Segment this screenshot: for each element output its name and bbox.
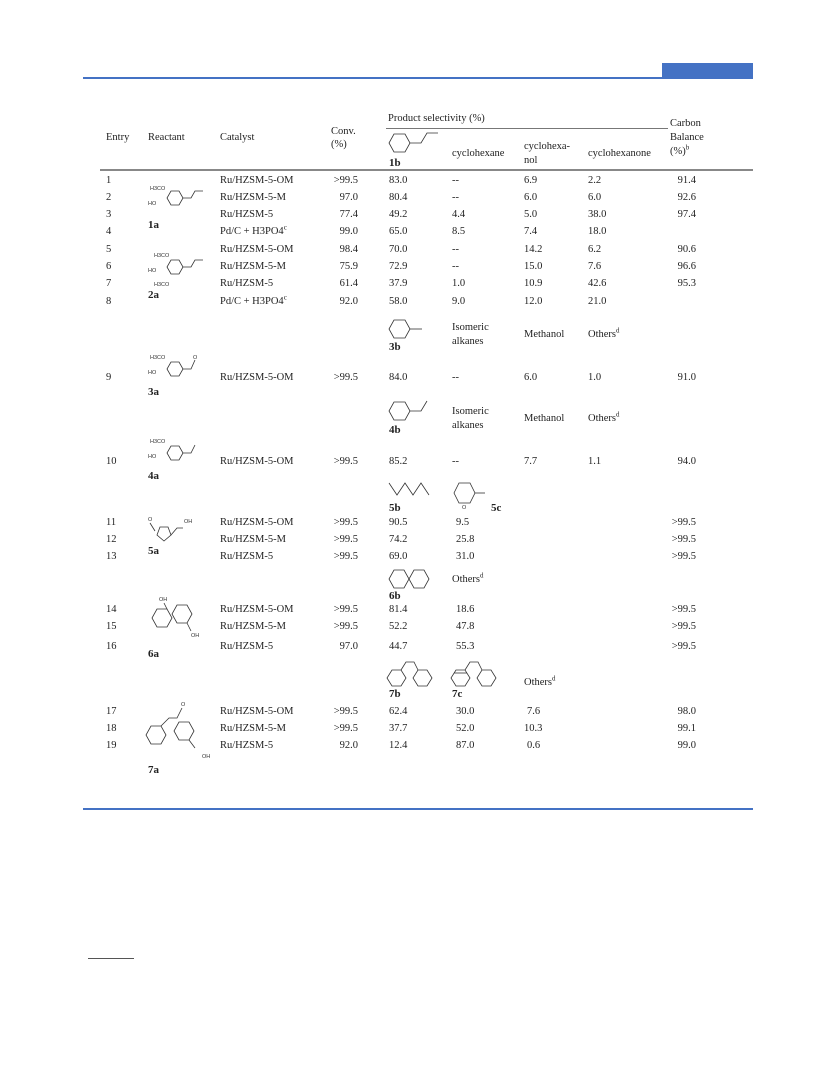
cell-s2: 87.0	[456, 740, 475, 751]
cell-catalyst: Ru/HZSM-5-OM	[220, 517, 294, 528]
cell-conv: >99.5	[333, 723, 358, 734]
cell-s2: --	[452, 456, 459, 467]
cell-s1: 37.9	[389, 278, 408, 289]
cell-s4: 18.0	[588, 226, 607, 237]
cell-s2: --	[452, 261, 459, 272]
cell-catalyst: Ru/HZSM-5-M	[220, 261, 286, 272]
cell-s2: 30.0	[456, 706, 475, 717]
cell-s1: 83.0	[389, 175, 408, 186]
cell-s2: 31.0	[456, 551, 475, 562]
g4-methanol: Methanol	[524, 413, 565, 424]
cell-conv: 61.4	[339, 278, 358, 289]
cell-s1: 12.4	[389, 740, 408, 751]
g4-others: Others$^d$	[588, 410, 620, 424]
product-label-5b: 5b	[389, 502, 401, 514]
reactant-label-6a: 6a	[148, 648, 159, 660]
catalyst-footnote-marker: c	[283, 293, 287, 302]
header-product-selectivity: Product selectivity (%)	[388, 113, 485, 124]
reactant-label-1a: 1a	[148, 219, 159, 231]
cell-s3: 10.3	[524, 723, 543, 734]
vanillin-structure	[147, 352, 217, 382]
g7-others: Others$^d$	[524, 674, 556, 688]
cell-entry: 1	[106, 175, 112, 186]
cell-s1: 65.0	[389, 226, 408, 237]
propylcyclohexane-structure	[388, 130, 448, 156]
cell-s2: --	[452, 244, 459, 255]
cell-s4: 7.6	[588, 261, 602, 272]
cell-cb: >99.5	[671, 534, 696, 545]
cell-s1: 58.0	[389, 296, 408, 307]
header-cyclohexanone: cyclohexanone	[588, 148, 651, 159]
cell-entry: 15	[106, 621, 117, 632]
cell-s4: 2.2	[588, 175, 602, 186]
cell-s3: 6.9	[524, 175, 538, 186]
cell-conv: >99.5	[333, 372, 358, 383]
cell-cb: 98.0	[677, 706, 696, 717]
cell-catalyst: Ru/HZSM-5	[220, 641, 274, 652]
cell-s2: --	[452, 192, 459, 203]
cell-catalyst: Ru/HZSM-5-M	[220, 723, 286, 734]
cell-s4: 6.2	[588, 244, 602, 255]
cell-cb: 92.6	[677, 192, 696, 203]
cell-s3: 6.0	[524, 372, 538, 383]
cell-conv: 75.9	[339, 261, 358, 272]
cyclohexylphenylethane-structure	[452, 658, 507, 690]
product-label-7c: 7c	[452, 688, 463, 700]
cell-catalyst: Ru/HZSM-5	[220, 209, 274, 220]
cell-entry: 5	[106, 244, 112, 255]
cell-s2: 55.3	[456, 641, 475, 652]
cell-s3: 14.2	[524, 244, 543, 255]
cell-catalyst: Ru/HZSM-5	[220, 740, 274, 751]
cell-entry: 6	[106, 261, 112, 272]
header-cyclohexanol: cyclohexa-	[524, 141, 571, 152]
svg-text:O: O	[181, 702, 186, 708]
cell-s2: 4.4	[452, 209, 466, 220]
cell-cb: >99.5	[671, 621, 696, 632]
cell-s1: 90.5	[389, 517, 408, 528]
cell-entry: 19	[106, 740, 117, 751]
cell-s1: 70.0	[389, 244, 408, 255]
cell-entry: 18	[106, 723, 117, 734]
hmf-structure	[147, 515, 217, 545]
cell-s2: 25.8	[456, 534, 475, 545]
cell-s2: --	[452, 372, 459, 383]
cell-conv: 97.0	[339, 192, 358, 203]
cell-s1: 84.0	[389, 372, 408, 383]
header-rule	[386, 128, 668, 129]
cell-catalyst: Ru/HZSM-5-OM	[220, 706, 294, 717]
cell-entry: 10	[106, 456, 117, 467]
cell-conv: 98.4	[339, 244, 358, 255]
cell-s1: 72.9	[389, 261, 408, 272]
header-reactant: Reactant	[148, 132, 185, 143]
cell-conv: >99.5	[333, 456, 358, 467]
cell-cb: 91.0	[677, 372, 696, 383]
svg-text:O: O	[462, 505, 467, 511]
svg-text:H3CO: H3CO	[154, 253, 170, 259]
header-conv: Conv.	[331, 126, 356, 137]
cell-conv: 77.4	[339, 209, 358, 220]
cell-s1: 81.4	[389, 604, 408, 615]
methylcyclohexane-structure	[388, 318, 428, 342]
cell-s1: 69.0	[389, 551, 408, 562]
cell-cb: 91.4	[677, 175, 696, 186]
g6-others: Others$^d$	[452, 571, 484, 585]
cell-catalyst: Ru/HZSM-5-OM	[220, 604, 294, 615]
cell-catalyst: Ru/HZSM-5-M	[220, 621, 286, 632]
cell-conv: >99.5	[333, 706, 358, 717]
catalyst-footnote-marker: c	[283, 223, 287, 232]
product-label-1b: 1b	[389, 157, 401, 169]
cell-s2: 52.0	[456, 723, 475, 734]
cell-catalyst: Ru/HZSM-5-OM	[220, 175, 294, 186]
cell-s4: 1.1	[588, 456, 602, 467]
g3-methanol: Methanol	[524, 329, 565, 340]
cell-conv: >99.5	[333, 175, 358, 186]
cell-conv: 97.0	[339, 641, 358, 652]
cell-cb: 99.0	[677, 740, 696, 751]
g3-alkanes: alkanes	[452, 336, 484, 347]
product-label-6b: 6b	[389, 590, 401, 602]
svg-text:HO: HO	[148, 201, 157, 207]
ethylcyclohexane-structure	[388, 398, 438, 424]
cell-cb: 96.6	[677, 261, 696, 272]
svg-text:H3CO: H3CO	[150, 439, 166, 445]
cell-s1: 52.2	[389, 621, 408, 632]
cell-s1: 85.2	[389, 456, 408, 467]
cell-entry: 7	[106, 278, 112, 289]
catalyst-text: Pd/C + H3PO4	[220, 296, 284, 307]
cell-entry: 8	[106, 296, 112, 307]
product-label-4b: 4b	[389, 424, 401, 436]
cell-conv: >99.5	[333, 551, 358, 562]
cell-cb: 90.6	[677, 244, 696, 255]
cell-s3: 7.7	[524, 456, 538, 467]
top-rule	[83, 77, 753, 79]
methoxyeugenol-structure	[147, 250, 217, 288]
cell-catalyst: Ru/HZSM-5-M	[220, 192, 286, 203]
svg-text:OH: OH	[202, 754, 211, 760]
svg-text:HO: HO	[148, 268, 157, 274]
cell-entry: 12	[106, 534, 117, 545]
cell-entry: 2	[106, 192, 112, 203]
cell-s2: 18.6	[456, 604, 475, 615]
cell-cb: 95.3	[677, 278, 696, 289]
cell-cb: 94.0	[677, 456, 696, 467]
cell-entry: 9	[106, 372, 112, 383]
cell-s2: 8.5	[452, 226, 466, 237]
cell-catalyst: Ru/HZSM-5	[220, 278, 274, 289]
cell-cb: 99.1	[677, 723, 696, 734]
cell-entry: 14	[106, 604, 117, 615]
g3-isomeric: Isomeric	[452, 322, 489, 333]
svg-text:O: O	[148, 517, 153, 523]
cell-catalyst: Ru/HZSM-5-OM	[220, 372, 294, 383]
reactant-label-4a: 4a	[148, 470, 159, 482]
cell-catalyst: Ru/HZSM-5	[220, 551, 274, 562]
cell-entry: 13	[106, 551, 117, 562]
reactant-label-2a: 2a	[148, 289, 159, 301]
cell-s2: --	[452, 175, 459, 186]
cell-s1: 74.2	[389, 534, 408, 545]
cell-s1: 37.7	[389, 723, 408, 734]
cell-catalyst	[220, 295, 287, 308]
cell-conv: 99.0	[339, 226, 358, 237]
cell-entry: 16	[106, 641, 117, 652]
ethylguaiacol-structure	[147, 436, 217, 466]
cell-s1: 80.4	[389, 192, 408, 203]
biphenol-structure	[147, 595, 217, 645]
cell-entry: 3	[106, 209, 112, 220]
hexane-structure	[388, 481, 438, 501]
cell-s3: 7.6	[527, 706, 541, 717]
cell-entry: 4	[106, 226, 112, 237]
reactant-label-7a: 7a	[148, 764, 159, 776]
header-entry: Entry	[106, 132, 130, 143]
cell-s3: 0.6	[527, 740, 541, 751]
header-carbon-unit: (%)$^b$	[670, 143, 690, 157]
cell-cb: >99.5	[671, 517, 696, 528]
cell-s2: 9.0	[452, 296, 466, 307]
cell-s3: 12.0	[524, 296, 543, 307]
product-label-5c: 5c	[491, 502, 502, 514]
dicyclohexylethane-structure	[388, 658, 443, 690]
cell-s1: 62.4	[389, 706, 408, 717]
cell-cb: >99.5	[671, 641, 696, 652]
header-cyclohexanol-2: nol	[524, 155, 538, 166]
cell-catalyst	[220, 225, 287, 238]
cell-conv: >99.5	[333, 621, 358, 632]
cell-s3: 6.0	[524, 192, 538, 203]
cell-entry: 11	[106, 517, 117, 528]
g3-others: Others$^d$	[588, 326, 620, 340]
svg-text:O: O	[193, 355, 198, 361]
cell-entry: 17	[106, 706, 117, 717]
svg-text:H3CO: H3CO	[154, 282, 170, 288]
bottom-rule	[83, 808, 753, 810]
cell-conv: >99.5	[333, 604, 358, 615]
cell-s2: 1.0	[452, 278, 466, 289]
cell-catalyst: Ru/HZSM-5-OM	[220, 244, 294, 255]
cell-s4: 1.0	[588, 372, 602, 383]
svg-text:OH: OH	[191, 633, 200, 639]
svg-text:OH: OH	[159, 597, 168, 603]
cell-cb: >99.5	[671, 551, 696, 562]
svg-text:H3CO: H3CO	[150, 355, 166, 361]
cell-s2: 9.5	[456, 517, 470, 528]
reactant-label-5a: 5a	[148, 545, 159, 557]
cell-s1: 49.2	[389, 209, 408, 220]
cell-conv: >99.5	[333, 517, 358, 528]
svg-text:OH: OH	[184, 519, 193, 525]
header-bottom-rule	[100, 169, 753, 171]
svg-text:H3CO: H3CO	[150, 186, 166, 192]
cell-s1: 44.7	[389, 641, 408, 652]
header-conv-unit: (%)	[331, 139, 347, 150]
cell-s3: 10.9	[524, 278, 543, 289]
cell-s3: 5.0	[524, 209, 538, 220]
product-label-7b: 7b	[389, 688, 401, 700]
header-balance: Balance	[670, 132, 704, 143]
cell-conv: 92.0	[339, 296, 358, 307]
product-label-3b: 3b	[389, 341, 401, 353]
svg-text:HO: HO	[148, 454, 157, 460]
hydroxydeoxybenzoin-structure	[147, 700, 217, 762]
cell-s3: 15.0	[524, 261, 543, 272]
svg-text:HO: HO	[148, 370, 157, 376]
cell-s2: 47.8	[456, 621, 475, 632]
cell-catalyst: Ru/HZSM-5-OM	[220, 456, 294, 467]
header-cyclohexane: cyclohexane	[452, 148, 505, 159]
cell-s4: 38.0	[588, 209, 607, 220]
g4-alkanes: alkanes	[452, 420, 484, 431]
g4-isomeric: Isomeric	[452, 406, 489, 417]
cell-cb: >99.5	[671, 604, 696, 615]
header-catalyst: Catalyst	[220, 132, 255, 143]
header-carbon: Carbon	[670, 118, 701, 129]
reactant-label-3a: 3a	[148, 386, 159, 398]
cell-s3: 7.4	[524, 226, 538, 237]
cell-conv: 92.0	[339, 740, 358, 751]
cell-conv: >99.5	[333, 534, 358, 545]
cell-cb: 97.4	[677, 209, 696, 220]
cell-s4: 21.0	[588, 296, 607, 307]
eugenol-structure	[147, 183, 217, 213]
catalyst-text: Pd/C + H3PO4	[220, 226, 284, 237]
footnote-rule	[88, 958, 134, 959]
bicyclohexyl-structure	[388, 568, 438, 592]
cell-s4: 6.0	[588, 192, 602, 203]
cell-s4: 42.6	[588, 278, 607, 289]
cell-catalyst: Ru/HZSM-5-M	[220, 534, 286, 545]
